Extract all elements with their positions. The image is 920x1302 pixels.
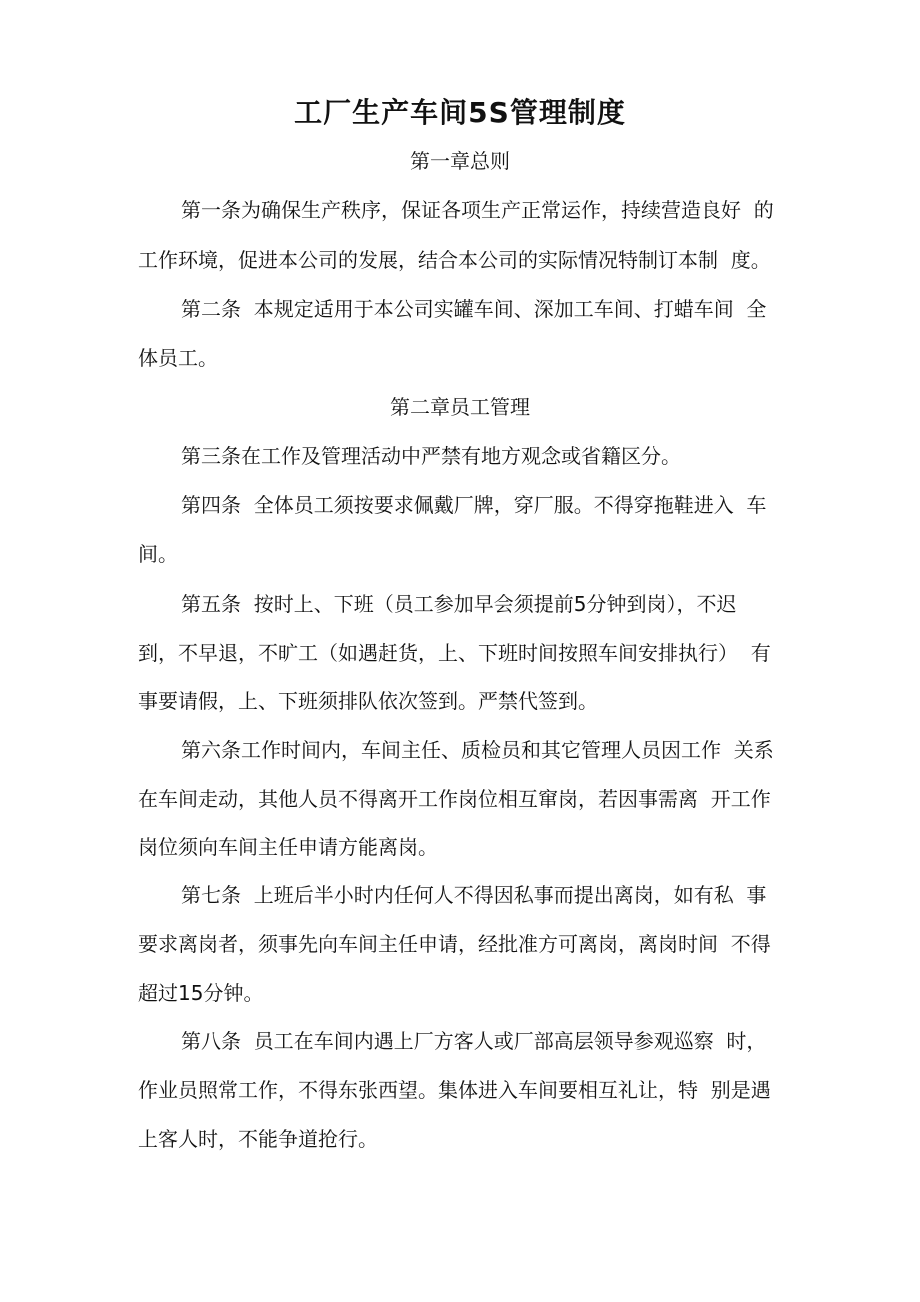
article-7-line-3: 超过15分钟。	[138, 981, 264, 1005]
document-title: 工厂生产车间5S管理制度	[294, 96, 626, 129]
chapter-1-heading: 第一章总则	[410, 149, 510, 173]
article-1-line-1: 第一条为确保生产秩序，保证各项生产正常运作，持续营造良好 的	[181, 198, 774, 222]
article-5-line-1: 第五条 按时上、下班（员工参加早会须提前5分钟到岗），不迟	[181, 592, 737, 616]
article-4-line-1: 第四条 全体员工须按要求佩戴厂牌，穿厂服。不得穿拖鞋进入 车	[181, 493, 767, 517]
article-3-line-1: 第三条在工作及管理活动中严禁有地方观念或省籍区分。	[181, 444, 681, 468]
article-8-line-1: 第八条 员工在车间内遇上厂方客人或厂部高层领导参观巡察 时，	[181, 1029, 767, 1053]
chapter-2-heading: 第二章员工管理	[390, 395, 530, 419]
article-6-line-2: 在车间走动，其他人员不得离开工作岗位相互窜岗，若因事需离 开工作	[138, 787, 771, 811]
article-1-line-2: 工作环境，促进本公司的发展，结合本公司的实际情况特制订本制 度。	[138, 248, 771, 272]
article-2-line-2: 体员工。	[138, 346, 218, 370]
article-7-line-1: 第七条 上班后半小时内任何人不得因私事而提出离岗，如有私 事	[181, 883, 767, 907]
article-8-line-3: 上客人时，不能争道抢行。	[138, 1127, 378, 1151]
article-5-line-3: 事要请假，上、下班须排队依次签到。严禁代签到。	[138, 689, 598, 713]
article-8-line-2: 作业员照常工作，不得东张西望。集体进入车间要相互礼让，特 别是遇	[138, 1078, 771, 1102]
article-2-line-1: 第二条 本规定适用于本公司实罐车间、深加工车间、打蜡车间 全	[181, 297, 767, 321]
article-4-line-2: 间。	[138, 542, 178, 566]
article-5-line-2: 到，不早退，不旷工（如遇赶货，上、下班时间按照车间安排执行） 有	[138, 641, 771, 665]
article-6-line-3: 岗位须向车间主任申请方能离岗。	[138, 835, 438, 859]
article-6-line-1: 第六条工作时间内，车间主任、质检员和其它管理人员因工作 关系	[181, 738, 774, 762]
article-7-line-2: 要求离岗者，须事先向车间主任申请，经批准方可离岗，离岗时间 不得	[138, 932, 771, 956]
